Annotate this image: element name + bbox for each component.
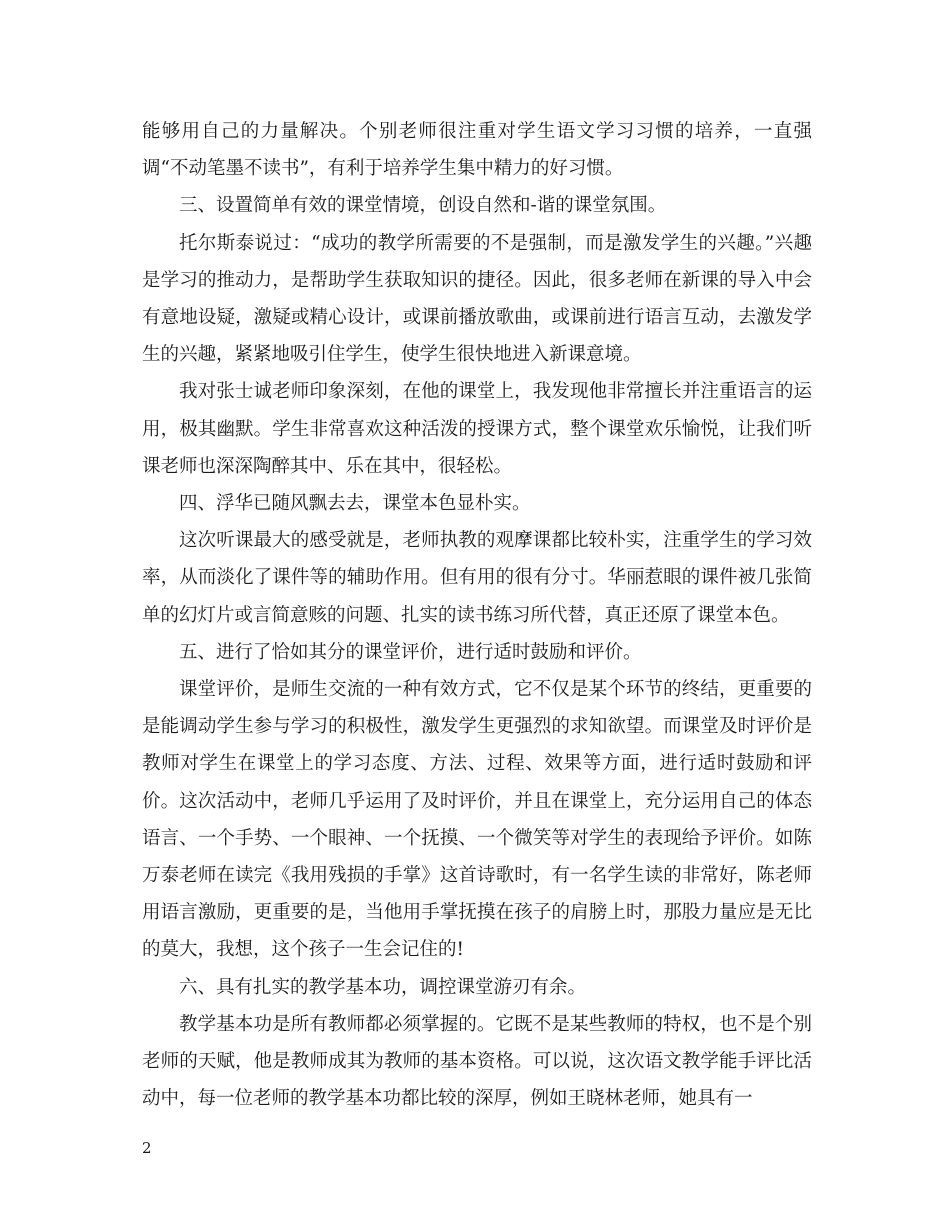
paragraph: 托尔斯泰说过：“成功的教学所需要的不是强制，而是激发学生的兴趣。”兴趣是学习的推动力，是帮助学生获取知识的捷径。因此，很多老师在新课的导入中会有意地设疑，激疑或精心设计，或课前播放歌曲，或课前进行语言互动，去激发学生的兴趣，紧紧地吸引住学生，使学生很快地进入新课意境。: [142, 232, 812, 366]
paragraph: 我对张士诚老师印象深刻，在他的课堂上，我发现他非常擅长并注重语言的运用，极其幽默。学生非常喜欢这种活泼的授课方式，整个课堂欢乐愉悦，让我们听课老师也深深陶醉其中、乐在其中，很轻松。: [142, 381, 812, 477]
section-heading: 四、浮华已随风飘去去，课堂本色显朴实。: [179, 493, 531, 515]
section-heading: 五、进行了恰如其分的课堂评价，进行适时鼓励和评价。: [179, 641, 642, 663]
paragraph: 课堂评价，是师生交流的一种有效方式，它不仅是某个环节的终结，更重要的是能调动学生参与学习的积极性，激发学生更强烈的求知欲望。而课堂及时评价是教师对学生在课堂上的学习态度、方法、过程、效果等方面，进行适时鼓励和评价。这次活动中，老师几乎运用了及时评价，并且在课堂上，充分运用自己的体态语言、一个手势、一个眼神、一个抚摸、一个微笑等对学生的表现给予评价。如陈万泰老师在读完《我用残损的手掌》这首诗歌时，有一名学生读的非常好，陈老师用语言激励，更重要的是，当他用手掌抚摸在孩子的肩膀上时，那股力量应是无比的莫大，我想，这个孩子一生会记住的!: [142, 679, 812, 961]
section-heading: 六、具有扎实的教学基本功，调控课堂游刃有余。: [179, 976, 587, 998]
paragraph: 这次听课最大的感受就是，老师执教的观摩课都比较朴实，注重学生的学习效率，从而淡化了课件等的辅助作用。但有用的很有分寸。华丽惹眼的课件被几张简单的幻灯片或言简意赅的问题、扎实的读书练习所代替，真正还原了课堂本色。: [142, 530, 812, 626]
paragraph: 教学基本功是所有教师都必须掌握的。它既不是某些教师的特权，也不是个别老师的天赋，他是教师成其为教师的基本资格。可以说，这次语文教学能手评比活动中，每一位老师的教学基本功都比较的深厚，例如王晓林老师，她具有一: [142, 1013, 812, 1110]
section-heading: 三、设置简单有效的课堂情境，创设自然和-谐的课堂氛围。: [179, 195, 667, 217]
document-page-body: [142, 113, 812, 1117]
page-number: 2: [142, 1139, 152, 1157]
paragraph: 能够用自己的力量解决。个别老师很注重对学生语文学习习惯的培养，一直强调“不动笔墨不读书”，有利于培养学生集中精力的好习惯。: [142, 121, 812, 180]
